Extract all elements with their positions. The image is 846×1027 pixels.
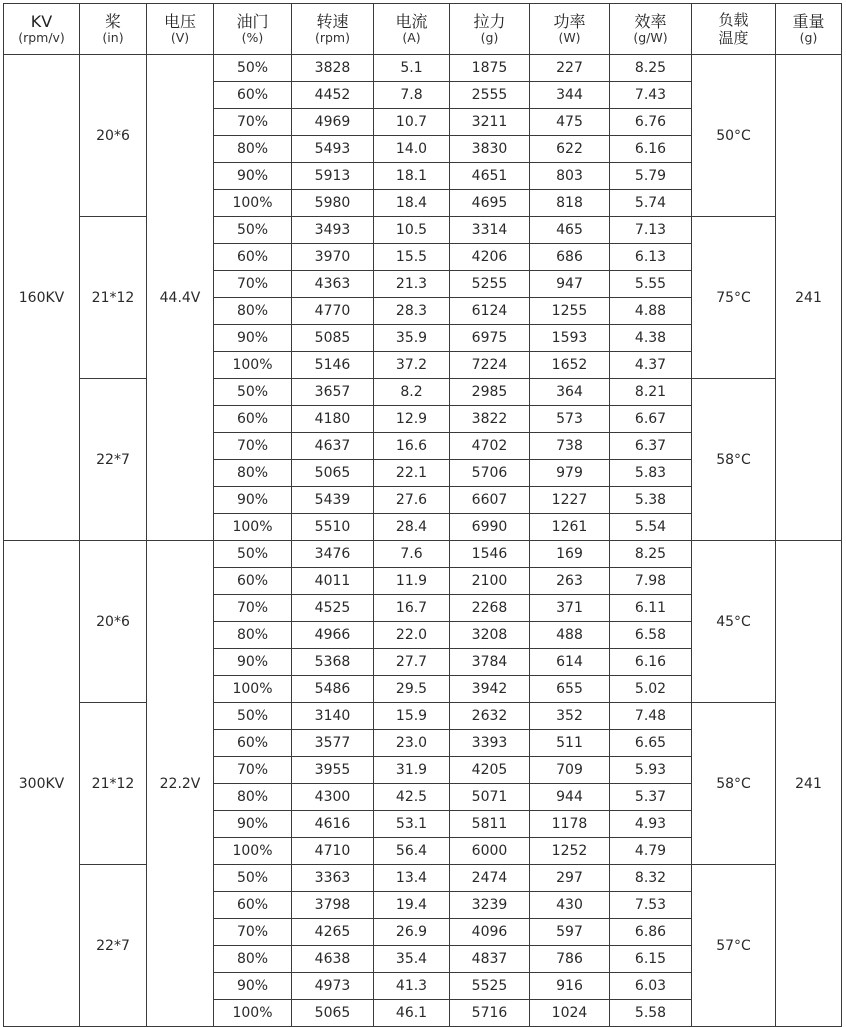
speed-cell: 4637 bbox=[292, 433, 374, 460]
current-cell: 29.5 bbox=[374, 676, 450, 703]
header-throttle-title: 油门 bbox=[236, 11, 269, 31]
thrust-cell: 1546 bbox=[450, 541, 530, 568]
speed-cell: 4638 bbox=[292, 946, 374, 973]
table-row bbox=[4, 541, 842, 568]
efficiency-cell: 6.16 bbox=[610, 649, 692, 676]
thrust-cell: 3393 bbox=[450, 730, 530, 757]
header-prop bbox=[80, 4, 147, 55]
power-cell: 1255 bbox=[530, 298, 610, 325]
speed-cell: 5065 bbox=[292, 460, 374, 487]
header-thrust bbox=[450, 4, 530, 55]
throttle-cell: 60% bbox=[214, 730, 292, 757]
efficiency-cell: 7.48 bbox=[610, 703, 692, 730]
power-cell: 1261 bbox=[530, 514, 610, 541]
throttle-cell: 100% bbox=[214, 1000, 292, 1027]
speed-cell: 3798 bbox=[292, 892, 374, 919]
header-kv bbox=[4, 4, 80, 55]
efficiency-cell: 5.58 bbox=[610, 1000, 692, 1027]
current-cell: 35.9 bbox=[374, 325, 450, 352]
speed-cell: 4180 bbox=[292, 406, 374, 433]
current-cell: 15.5 bbox=[374, 244, 450, 271]
kv-cell: 160KV bbox=[4, 55, 80, 541]
thrust-cell: 5706 bbox=[450, 460, 530, 487]
power-cell: 263 bbox=[530, 568, 610, 595]
header-weight-title: 重量 bbox=[792, 11, 825, 31]
header-current-unit: (A) bbox=[402, 30, 421, 46]
efficiency-cell: 6.76 bbox=[610, 109, 692, 136]
current-cell: 27.6 bbox=[374, 487, 450, 514]
current-cell: 15.9 bbox=[374, 703, 450, 730]
throttle-cell: 70% bbox=[214, 595, 292, 622]
efficiency-cell: 4.88 bbox=[610, 298, 692, 325]
thrust-cell: 3830 bbox=[450, 136, 530, 163]
throttle-cell: 100% bbox=[214, 514, 292, 541]
header-efficiency bbox=[610, 4, 692, 55]
power-cell: 371 bbox=[530, 595, 610, 622]
throttle-cell: 70% bbox=[214, 757, 292, 784]
thrust-cell: 4205 bbox=[450, 757, 530, 784]
efficiency-cell: 6.13 bbox=[610, 244, 692, 271]
throttle-cell: 100% bbox=[214, 676, 292, 703]
header-speed bbox=[292, 4, 374, 55]
speed-cell: 3363 bbox=[292, 865, 374, 892]
current-cell: 31.9 bbox=[374, 757, 450, 784]
efficiency-cell: 7.53 bbox=[610, 892, 692, 919]
power-cell: 738 bbox=[530, 433, 610, 460]
efficiency-cell: 5.02 bbox=[610, 676, 692, 703]
thrust-cell: 4651 bbox=[450, 163, 530, 190]
load-temp-cell: 58°C bbox=[692, 703, 776, 865]
thrust-cell: 3239 bbox=[450, 892, 530, 919]
thrust-cell: 2985 bbox=[450, 379, 530, 406]
power-cell: 622 bbox=[530, 136, 610, 163]
load-temp-cell: 45°C bbox=[692, 541, 776, 703]
current-cell: 28.3 bbox=[374, 298, 450, 325]
current-cell: 19.4 bbox=[374, 892, 450, 919]
current-cell: 42.5 bbox=[374, 784, 450, 811]
thrust-cell: 3942 bbox=[450, 676, 530, 703]
speed-cell: 3657 bbox=[292, 379, 374, 406]
header-current bbox=[374, 4, 450, 55]
efficiency-cell: 5.55 bbox=[610, 271, 692, 298]
table-row bbox=[4, 703, 842, 730]
efficiency-cell: 7.98 bbox=[610, 568, 692, 595]
speed-cell: 5439 bbox=[292, 487, 374, 514]
thrust-cell: 4837 bbox=[450, 946, 530, 973]
header-efficiency-title: 效率 bbox=[634, 11, 667, 31]
power-cell: 488 bbox=[530, 622, 610, 649]
header-speed-unit: (rpm) bbox=[314, 30, 350, 46]
prop-cell: 21*12 bbox=[80, 217, 147, 379]
current-cell: 35.4 bbox=[374, 946, 450, 973]
load-temp-cell: 58°C bbox=[692, 379, 776, 541]
header-power-title: 功率 bbox=[553, 11, 586, 31]
efficiency-cell: 4.93 bbox=[610, 811, 692, 838]
table-body bbox=[4, 55, 842, 1027]
efficiency-cell: 5.38 bbox=[610, 487, 692, 514]
throttle-cell: 80% bbox=[214, 298, 292, 325]
efficiency-cell: 4.38 bbox=[610, 325, 692, 352]
speed-cell: 4265 bbox=[292, 919, 374, 946]
speed-cell: 4710 bbox=[292, 838, 374, 865]
throttle-cell: 70% bbox=[214, 271, 292, 298]
thrust-cell: 4096 bbox=[450, 919, 530, 946]
throttle-cell: 60% bbox=[214, 892, 292, 919]
throttle-cell: 100% bbox=[214, 352, 292, 379]
current-cell: 23.0 bbox=[374, 730, 450, 757]
speed-cell: 5493 bbox=[292, 136, 374, 163]
speed-cell: 3493 bbox=[292, 217, 374, 244]
power-cell: 1024 bbox=[530, 1000, 610, 1027]
speed-cell: 4966 bbox=[292, 622, 374, 649]
speed-cell: 5510 bbox=[292, 514, 374, 541]
current-cell: 8.2 bbox=[374, 379, 450, 406]
throttle-cell: 100% bbox=[214, 190, 292, 217]
prop-cell: 22*7 bbox=[80, 865, 147, 1027]
power-cell: 1593 bbox=[530, 325, 610, 352]
efficiency-cell: 6.58 bbox=[610, 622, 692, 649]
speed-cell: 4616 bbox=[292, 811, 374, 838]
throttle-cell: 60% bbox=[214, 568, 292, 595]
throttle-cell: 80% bbox=[214, 460, 292, 487]
table-row bbox=[4, 865, 842, 892]
efficiency-cell: 6.15 bbox=[610, 946, 692, 973]
header-row bbox=[4, 4, 842, 55]
load-temp-cell: 75°C bbox=[692, 217, 776, 379]
efficiency-cell: 5.74 bbox=[610, 190, 692, 217]
current-cell: 11.9 bbox=[374, 568, 450, 595]
thrust-cell: 5255 bbox=[450, 271, 530, 298]
current-cell: 10.7 bbox=[374, 109, 450, 136]
throttle-cell: 50% bbox=[214, 55, 292, 82]
thrust-cell: 5716 bbox=[450, 1000, 530, 1027]
power-cell: 465 bbox=[530, 217, 610, 244]
power-cell: 1652 bbox=[530, 352, 610, 379]
power-cell: 352 bbox=[530, 703, 610, 730]
speed-cell: 4300 bbox=[292, 784, 374, 811]
power-cell: 430 bbox=[530, 892, 610, 919]
current-cell: 18.1 bbox=[374, 163, 450, 190]
current-cell: 37.2 bbox=[374, 352, 450, 379]
power-cell: 979 bbox=[530, 460, 610, 487]
load-temp-cell: 50°C bbox=[692, 55, 776, 217]
efficiency-cell: 6.65 bbox=[610, 730, 692, 757]
thrust-cell: 6000 bbox=[450, 838, 530, 865]
thrust-cell: 3208 bbox=[450, 622, 530, 649]
throttle-cell: 100% bbox=[214, 838, 292, 865]
power-cell: 1252 bbox=[530, 838, 610, 865]
efficiency-cell: 4.37 bbox=[610, 352, 692, 379]
header-kv-title: KV bbox=[30, 11, 53, 31]
power-cell: 709 bbox=[530, 757, 610, 784]
throttle-cell: 50% bbox=[214, 217, 292, 244]
current-cell: 16.6 bbox=[374, 433, 450, 460]
current-cell: 41.3 bbox=[374, 973, 450, 1000]
current-cell: 5.1 bbox=[374, 55, 450, 82]
thrust-cell: 3784 bbox=[450, 649, 530, 676]
efficiency-cell: 6.16 bbox=[610, 136, 692, 163]
efficiency-cell: 5.83 bbox=[610, 460, 692, 487]
speed-cell: 3955 bbox=[292, 757, 374, 784]
efficiency-cell: 6.11 bbox=[610, 595, 692, 622]
efficiency-cell: 8.25 bbox=[610, 541, 692, 568]
header-weight bbox=[776, 4, 842, 55]
efficiency-cell: 6.03 bbox=[610, 973, 692, 1000]
header-throttle bbox=[214, 4, 292, 55]
power-cell: 597 bbox=[530, 919, 610, 946]
throttle-cell: 90% bbox=[214, 811, 292, 838]
speed-cell: 5368 bbox=[292, 649, 374, 676]
header-load-temp-line2: 温度 bbox=[718, 29, 749, 47]
speed-cell: 3140 bbox=[292, 703, 374, 730]
power-cell: 344 bbox=[530, 82, 610, 109]
speed-cell: 4969 bbox=[292, 109, 374, 136]
table-row bbox=[4, 217, 842, 244]
current-cell: 14.0 bbox=[374, 136, 450, 163]
current-cell: 56.4 bbox=[374, 838, 450, 865]
power-cell: 475 bbox=[530, 109, 610, 136]
current-cell: 22.1 bbox=[374, 460, 450, 487]
prop-cell: 21*12 bbox=[80, 703, 147, 865]
throttle-cell: 60% bbox=[214, 406, 292, 433]
efficiency-cell: 6.86 bbox=[610, 919, 692, 946]
throttle-cell: 60% bbox=[214, 82, 292, 109]
power-cell: 511 bbox=[530, 730, 610, 757]
thrust-cell: 2474 bbox=[450, 865, 530, 892]
power-cell: 686 bbox=[530, 244, 610, 271]
thrust-cell: 4206 bbox=[450, 244, 530, 271]
table-row bbox=[4, 55, 842, 82]
speed-cell: 5980 bbox=[292, 190, 374, 217]
throttle-cell: 80% bbox=[214, 136, 292, 163]
efficiency-cell: 6.67 bbox=[610, 406, 692, 433]
efficiency-cell: 7.13 bbox=[610, 217, 692, 244]
thrust-cell: 4695 bbox=[450, 190, 530, 217]
header-power bbox=[530, 4, 610, 55]
power-cell: 944 bbox=[530, 784, 610, 811]
speed-cell: 5913 bbox=[292, 163, 374, 190]
power-cell: 818 bbox=[530, 190, 610, 217]
voltage-cell: 22.2V bbox=[147, 541, 214, 1027]
throttle-cell: 50% bbox=[214, 379, 292, 406]
speed-cell: 3476 bbox=[292, 541, 374, 568]
current-cell: 13.4 bbox=[374, 865, 450, 892]
speed-cell: 4525 bbox=[292, 595, 374, 622]
efficiency-cell: 5.79 bbox=[610, 163, 692, 190]
current-cell: 53.1 bbox=[374, 811, 450, 838]
power-cell: 614 bbox=[530, 649, 610, 676]
thrust-cell: 2555 bbox=[450, 82, 530, 109]
table-row bbox=[4, 379, 842, 406]
power-cell: 1178 bbox=[530, 811, 610, 838]
throttle-cell: 90% bbox=[214, 973, 292, 1000]
current-cell: 16.7 bbox=[374, 595, 450, 622]
header-voltage-unit: (V) bbox=[170, 30, 190, 46]
current-cell: 7.6 bbox=[374, 541, 450, 568]
current-cell: 12.9 bbox=[374, 406, 450, 433]
thrust-cell: 1875 bbox=[450, 55, 530, 82]
throttle-cell: 80% bbox=[214, 946, 292, 973]
speed-cell: 4770 bbox=[292, 298, 374, 325]
current-cell: 27.7 bbox=[374, 649, 450, 676]
speed-cell: 5065 bbox=[292, 1000, 374, 1027]
current-cell: 46.1 bbox=[374, 1000, 450, 1027]
header-prop-unit: (in) bbox=[102, 30, 124, 46]
weight-cell: 241 bbox=[776, 541, 842, 1027]
power-cell: 1227 bbox=[530, 487, 610, 514]
efficiency-cell: 5.54 bbox=[610, 514, 692, 541]
header-speed-title: 转速 bbox=[316, 11, 349, 31]
throttle-cell: 80% bbox=[214, 622, 292, 649]
power-cell: 297 bbox=[530, 865, 610, 892]
throttle-cell: 90% bbox=[214, 325, 292, 352]
load-temp-cell: 57°C bbox=[692, 865, 776, 1027]
speed-cell: 5085 bbox=[292, 325, 374, 352]
prop-cell: 20*6 bbox=[80, 541, 147, 703]
throttle-cell: 60% bbox=[214, 244, 292, 271]
header-throttle-unit: (%) bbox=[241, 30, 264, 46]
speed-cell: 5146 bbox=[292, 352, 374, 379]
throttle-cell: 70% bbox=[214, 109, 292, 136]
power-cell: 655 bbox=[530, 676, 610, 703]
current-cell: 22.0 bbox=[374, 622, 450, 649]
speed-cell: 4363 bbox=[292, 271, 374, 298]
speed-cell: 3970 bbox=[292, 244, 374, 271]
speed-cell: 4452 bbox=[292, 82, 374, 109]
current-cell: 28.4 bbox=[374, 514, 450, 541]
power-cell: 573 bbox=[530, 406, 610, 433]
thrust-cell: 5071 bbox=[450, 784, 530, 811]
speed-cell: 3577 bbox=[292, 730, 374, 757]
throttle-cell: 50% bbox=[214, 541, 292, 568]
thrust-cell: 6990 bbox=[450, 514, 530, 541]
speed-cell: 4973 bbox=[292, 973, 374, 1000]
header-prop-title: 桨 bbox=[104, 11, 121, 31]
thrust-cell: 7224 bbox=[450, 352, 530, 379]
power-cell: 916 bbox=[530, 973, 610, 1000]
power-cell: 786 bbox=[530, 946, 610, 973]
thrust-cell: 6607 bbox=[450, 487, 530, 514]
header-thrust-unit: (g) bbox=[480, 30, 499, 46]
header-load-temp bbox=[692, 4, 776, 55]
current-cell: 18.4 bbox=[374, 190, 450, 217]
current-cell: 7.8 bbox=[374, 82, 450, 109]
current-cell: 26.9 bbox=[374, 919, 450, 946]
thrust-cell: 2100 bbox=[450, 568, 530, 595]
header-power-unit: (W) bbox=[558, 30, 581, 46]
throttle-cell: 90% bbox=[214, 487, 292, 514]
thrust-cell: 2268 bbox=[450, 595, 530, 622]
header-kv-unit: (rpm/v) bbox=[18, 30, 65, 46]
header-efficiency-unit: (g/W) bbox=[633, 30, 668, 46]
throttle-cell: 50% bbox=[214, 865, 292, 892]
efficiency-cell: 6.37 bbox=[610, 433, 692, 460]
speed-cell: 5486 bbox=[292, 676, 374, 703]
efficiency-cell: 8.32 bbox=[610, 865, 692, 892]
current-cell: 21.3 bbox=[374, 271, 450, 298]
thrust-cell: 4702 bbox=[450, 433, 530, 460]
efficiency-cell: 7.43 bbox=[610, 82, 692, 109]
thrust-cell: 5525 bbox=[450, 973, 530, 1000]
power-cell: 227 bbox=[530, 55, 610, 82]
throttle-cell: 50% bbox=[214, 703, 292, 730]
throttle-cell: 70% bbox=[214, 919, 292, 946]
header-weight-unit: (g) bbox=[799, 30, 818, 46]
power-cell: 947 bbox=[530, 271, 610, 298]
efficiency-cell: 4.79 bbox=[610, 838, 692, 865]
efficiency-cell: 5.37 bbox=[610, 784, 692, 811]
current-cell: 10.5 bbox=[374, 217, 450, 244]
header-voltage bbox=[147, 4, 214, 55]
prop-cell: 20*6 bbox=[80, 55, 147, 217]
voltage-cell: 44.4V bbox=[147, 55, 214, 541]
power-cell: 364 bbox=[530, 379, 610, 406]
thrust-cell: 5811 bbox=[450, 811, 530, 838]
speed-cell: 4011 bbox=[292, 568, 374, 595]
thrust-cell: 3822 bbox=[450, 406, 530, 433]
prop-cell: 22*7 bbox=[80, 379, 147, 541]
header-thrust-title: 拉力 bbox=[473, 11, 506, 31]
throttle-cell: 90% bbox=[214, 163, 292, 190]
thrust-cell: 6975 bbox=[450, 325, 530, 352]
header-current-title: 电流 bbox=[395, 11, 428, 31]
motor-test-table bbox=[3, 3, 842, 1027]
throttle-cell: 80% bbox=[214, 784, 292, 811]
efficiency-cell: 8.21 bbox=[610, 379, 692, 406]
power-cell: 803 bbox=[530, 163, 610, 190]
throttle-cell: 70% bbox=[214, 433, 292, 460]
header-load-temp-line1: 负载 bbox=[718, 11, 749, 29]
throttle-cell: 90% bbox=[214, 649, 292, 676]
thrust-cell: 3211 bbox=[450, 109, 530, 136]
speed-cell: 3828 bbox=[292, 55, 374, 82]
header-voltage-title: 电压 bbox=[163, 11, 196, 31]
thrust-cell: 6124 bbox=[450, 298, 530, 325]
weight-cell: 241 bbox=[776, 55, 842, 541]
thrust-cell: 3314 bbox=[450, 217, 530, 244]
kv-cell: 300KV bbox=[4, 541, 80, 1027]
power-cell: 169 bbox=[530, 541, 610, 568]
efficiency-cell: 5.93 bbox=[610, 757, 692, 784]
efficiency-cell: 8.25 bbox=[610, 55, 692, 82]
thrust-cell: 2632 bbox=[450, 703, 530, 730]
